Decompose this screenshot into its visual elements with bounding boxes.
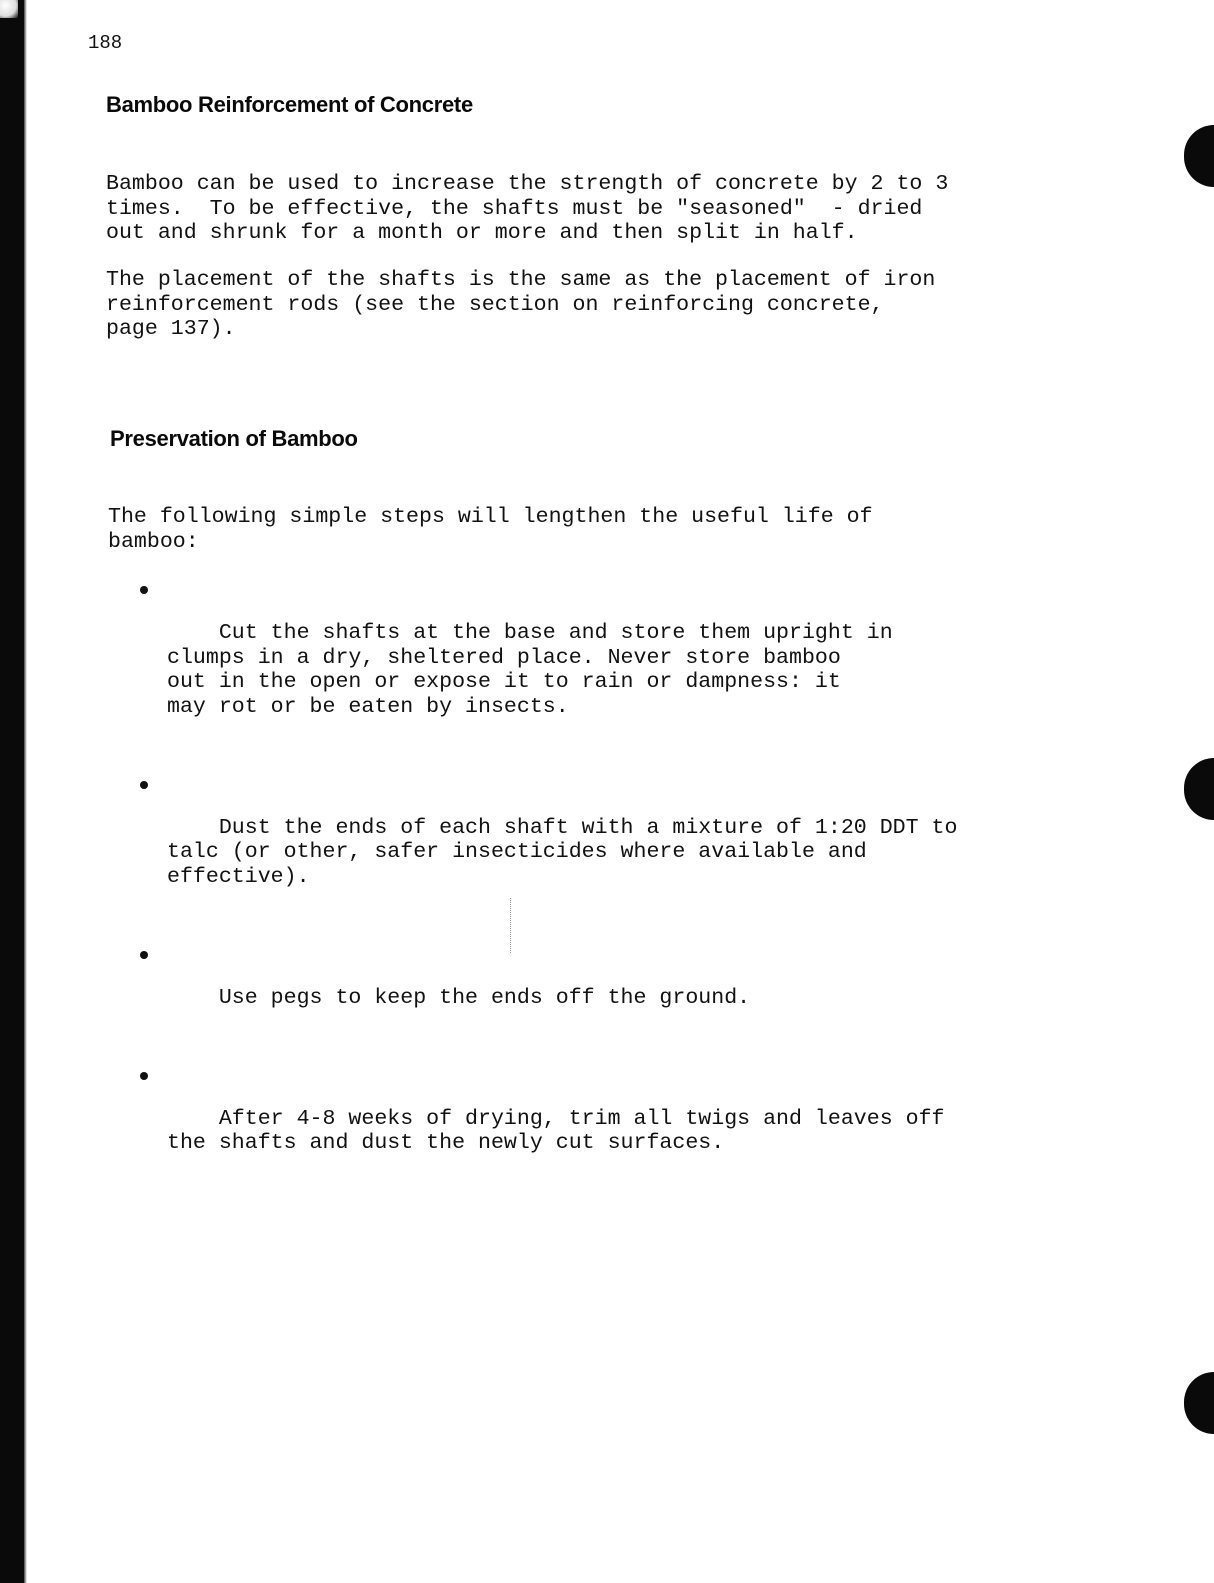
scan-binding-shadow (24, 0, 27, 1583)
bullet-icon (140, 781, 148, 789)
punch-hole-middle (1184, 758, 1214, 820)
page-number: 188 (88, 32, 123, 54)
punch-hole-top (1184, 125, 1214, 187)
list-item-text: After 4-8 weeks of drying, trim all twigs and leaves off the shafts and dust the newly cut surfaces. (167, 1106, 945, 1155)
section-heading-bamboo-reinforcement: Bamboo Reinforcement of Concrete (106, 92, 473, 117)
scan-corner-artifact (0, 0, 18, 18)
list-item (140, 572, 957, 744)
section-heading-preservation: Preservation of Bamboo (110, 426, 358, 451)
bullet-icon (140, 1072, 148, 1080)
preservation-steps-list (140, 572, 957, 1180)
list-item (140, 767, 957, 914)
paragraph-intro: The following simple steps will lengthen the useful life of bamboo: (108, 505, 873, 554)
paragraph-placement: The placement of the shafts is the same as the placement of iron reinforcement rods (see the section on reinforcing concrete, page 137). (106, 268, 936, 341)
scan-binding-edge (0, 0, 24, 1583)
punch-hole-bottom (1184, 1372, 1214, 1434)
scan-dust-mark (510, 898, 512, 953)
paragraph-strength: Bamboo can be used to increase the strength of concrete by 2 to 3 times. To be effective, the shafts must be "seasoned" - dried out and shrunk for a month or more and then split in half. (106, 172, 949, 245)
list-item (140, 937, 957, 1035)
bullet-icon (140, 586, 148, 594)
list-item (140, 1058, 957, 1181)
list-item-text: Use pegs to keep the ends off the ground. (218, 985, 751, 1010)
list-item-text: Dust the ends of each shaft with a mixture of 1:20 DDT to talc (or other, safer insecticides where available and effective). (167, 815, 958, 889)
list-item-text: Cut the shafts at the base and store them upright in clumps in a dry, sheltered place. Never store bamboo out in the open or expose it to rain or dampness: it may rot or be eaten by insects. (167, 621, 893, 719)
bullet-icon (140, 951, 148, 959)
